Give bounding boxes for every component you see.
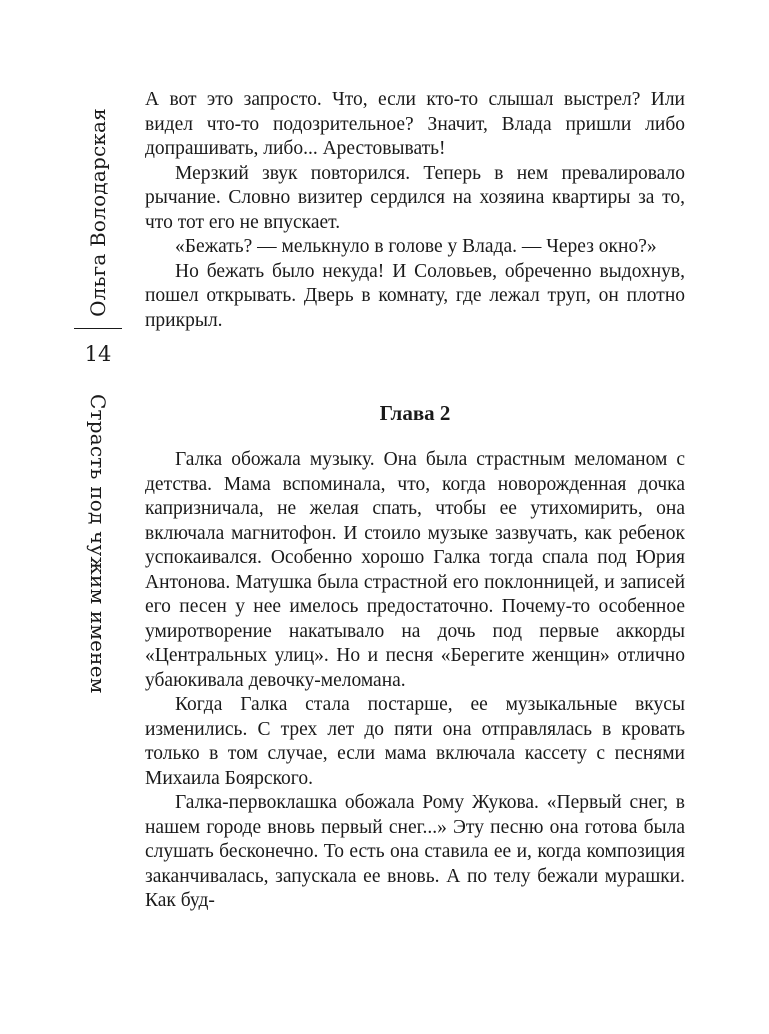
paragraph: Мерзкий звук повторился. Теперь в нем превалировало рычание. Словно визитер сердился на хозяина квартиры за то, что тот его не впускает. [145, 162, 685, 233]
text-block-bottom [145, 448, 685, 914]
paragraph: Галка-первоклашка обожала Рому Жукова. «Первый снег, в нашем городе вновь первый снег...» Эту песню она готова была слушать бесконечно. То есть она ставила ее и, когда композиция заканчивалась, запускала ее вновь. А по телу бежали мурашки. Как буд- [145, 792, 685, 911]
chapter-heading: Глава 2 [379, 401, 451, 425]
book-title [76, 394, 120, 694]
header-divider [74, 328, 122, 329]
author-name-text: Ольга Володарская [86, 108, 110, 317]
author-name [76, 110, 120, 315]
paragraph: «Бежать? — мелькнуло в голове у Влада. — Через окно?» [175, 236, 657, 257]
book-title-text: Страсть под чужим именем [86, 394, 110, 694]
running-header [70, 110, 126, 700]
paragraph: Когда Галка стала постарше, ее музыкальные вкусы изменились. С трех лет до пяти она отправлялась в кровать только в том случае, если мама включала кассету с песнями Михаила Боярского. [145, 694, 685, 789]
paragraph: А вот это запросто. Что, если кто-то слышал выстрел? Или видел что-то подозрительное? Значит, Влада пришли либо допрашивать, либо... Арестовывать! [145, 89, 685, 159]
paragraph: Но бежать было некуда! И Соловьев, обреченно выдохнув, пошел открывать. Дверь в комнату, где лежал труп, он плотно прикрыл. [145, 260, 685, 331]
paragraph: Галка обожала музыку. Она была страстным меломаном с детства. Мама вспоминала, что, когда новорожденная дочка капризничала, не желая спать, чтобы ее утихомирить, она включала магнитофон. И стоило музыке зазвучать, как ребенок успокаивался. Особенно хорошо Галка тогда спала под Юрия Антонова. Матушка была страстной его поклонницей, и записей его песен у нее имелось предостаточно. Почему-то особенное умиротворение накатывало на дочь под первые аккорды «Центральных улиц». Но и песня «Берегите женщин» отлично убаюкивала девочку-меломана. [145, 449, 685, 691]
text-block-top [145, 88, 685, 333]
page-number: 14 [84, 342, 112, 366]
